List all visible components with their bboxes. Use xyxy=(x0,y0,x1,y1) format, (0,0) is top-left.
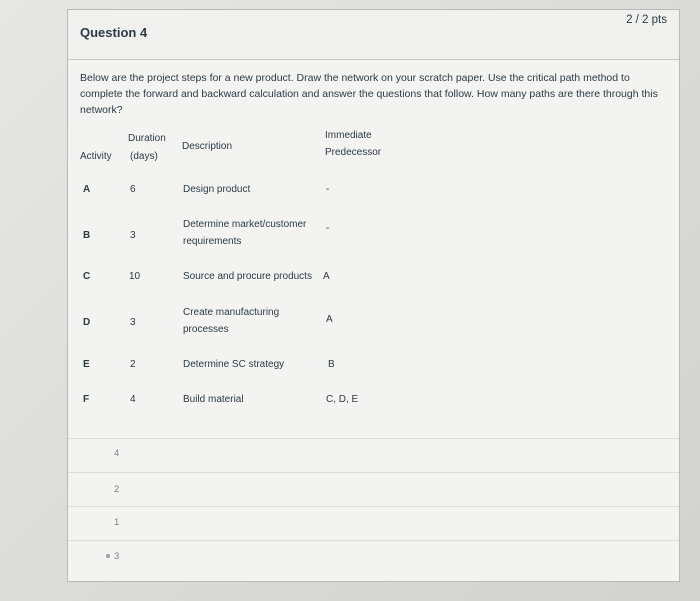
header-activity: Activity xyxy=(80,151,112,162)
row-b-activity: B xyxy=(83,230,91,241)
answer-option-1[interactable] xyxy=(68,438,679,472)
question-text: Below are the project steps for a new product. Draw the network on your scratch paper. Use the critical path method to complete the forward and backward calculation and answer the questions that follow. How many paths are there through this network? xyxy=(80,72,658,116)
row-d-description-line1: Create manufacturing xyxy=(183,307,280,318)
answer-option-1-label: 4 xyxy=(114,448,120,459)
row-a-activity: A xyxy=(83,184,91,195)
row-b-description-line2: requirements xyxy=(183,236,242,247)
row-c-duration: 10 xyxy=(129,271,141,282)
header-predecessor-line1: Immediate xyxy=(325,130,372,141)
question-card xyxy=(67,9,680,582)
row-c-predecessor: A xyxy=(323,271,330,282)
question-header xyxy=(68,10,679,60)
answer-option-3-label: 1 xyxy=(114,517,120,528)
row-e-description: Determine SC strategy xyxy=(183,359,285,370)
header-duration-line1: Duration xyxy=(128,133,166,144)
selected-radio-icon[interactable] xyxy=(106,554,110,558)
row-b-predecessor: - xyxy=(326,223,330,234)
row-e-predecessor: B xyxy=(328,359,335,370)
row-d-duration: 3 xyxy=(130,317,136,328)
header-duration-line2: (days) xyxy=(130,151,158,162)
row-a-description: Design product xyxy=(183,184,251,195)
question-title: Question 4 xyxy=(80,25,148,40)
row-f-predecessor: C, D, E xyxy=(326,394,359,405)
row-d-description-line2: processes xyxy=(183,324,229,335)
answer-option-4-label: 3 xyxy=(114,551,120,562)
answer-option-2-label: 2 xyxy=(114,484,120,495)
row-f-description: Build material xyxy=(183,394,244,405)
header-predecessor-line2: Predecessor xyxy=(325,147,382,158)
row-b-description-line1: Determine market/customer xyxy=(183,219,307,230)
points-label: 2 / 2 pts xyxy=(626,14,667,26)
row-e-activity: E xyxy=(83,359,90,370)
row-a-predecessor: - xyxy=(326,184,330,195)
row-c-description: Source and procure products xyxy=(183,271,312,282)
answer-option-4[interactable] xyxy=(68,540,679,574)
row-a-duration: 6 xyxy=(130,184,136,195)
row-d-activity: D xyxy=(83,317,91,328)
row-e-duration: 2 xyxy=(130,359,136,370)
header-description: Description xyxy=(182,141,233,152)
answer-option-3[interactable] xyxy=(68,506,679,540)
row-c-activity: C xyxy=(83,271,91,282)
row-b-duration: 3 xyxy=(130,230,136,241)
row-f-duration: 4 xyxy=(130,394,136,405)
row-f-activity: F xyxy=(83,394,90,405)
row-d-predecessor: A xyxy=(326,314,333,325)
answer-option-2[interactable] xyxy=(68,472,679,506)
